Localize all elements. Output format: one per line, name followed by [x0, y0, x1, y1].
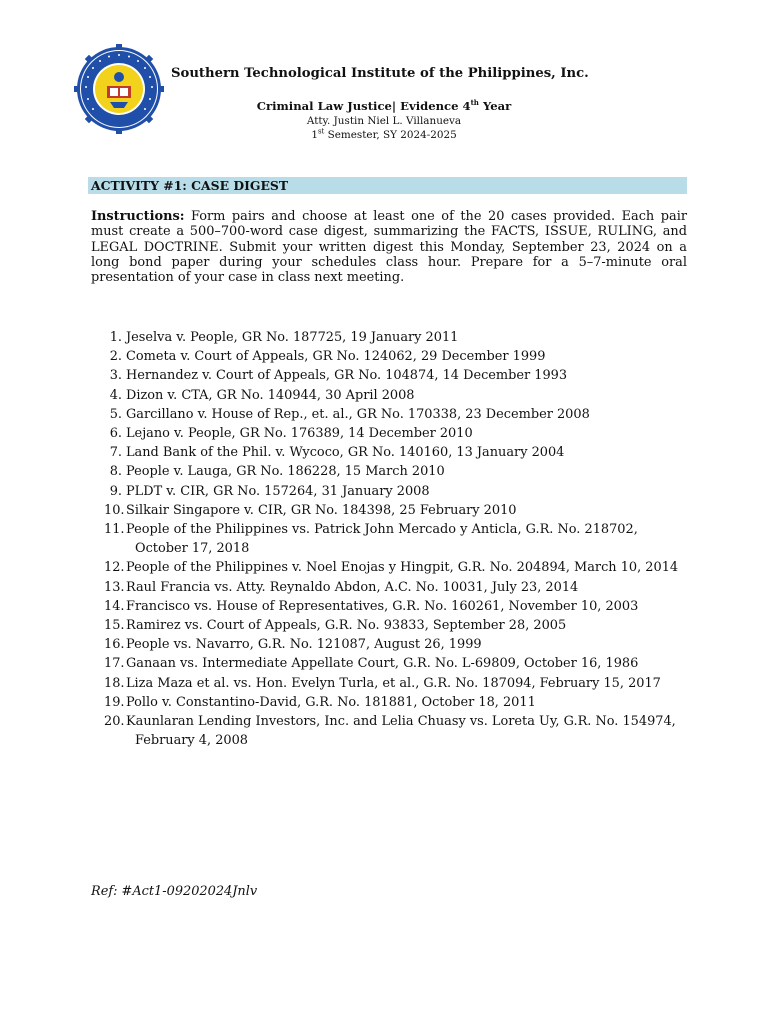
case-number: 20. [104, 714, 125, 730]
case-list-item [108, 366, 690, 385]
case-citation: Hernandez v. Court of Appeals, GR No. 104874, 14 December 1993 [126, 368, 568, 384]
case-list-item [108, 405, 690, 424]
case-citation: Jeselva v. People, GR No. 187725, 19 January 2011 [126, 330, 459, 345]
case-number: 1. [109, 330, 122, 345]
semester-number: 1 [311, 129, 318, 141]
case-number: 13. [104, 579, 125, 595]
case-citation: Land Bank of the Phil. v. Wycoco, GR No. 140160, 13 January 2004 [126, 445, 565, 461]
case-citation: Pollo v. Constantino-David, G.R. No. 181881, October 18, 2011 [126, 694, 536, 710]
activity-title: ACTIVITY #1: CASE DIGEST [91, 178, 289, 193]
case-number: 7. [109, 445, 122, 461]
institute-name: Southern Technological Institute of the Philippines, Inc. [171, 66, 589, 81]
course-title [0, 99, 768, 113]
case-list-item [104, 501, 690, 520]
case-number: 4. [109, 387, 122, 403]
case-number: 14. [104, 598, 125, 614]
instructor-name: Atty. Justin Niel L. Villanueva [306, 115, 462, 127]
case-number: 9. [109, 483, 122, 499]
case-list [104, 328, 690, 750]
course-title-text: Criminal Law Justice| Evidence 4 [256, 99, 471, 113]
case-number: 15. [104, 618, 125, 634]
case-list-item [108, 328, 690, 347]
semester-sup: st [317, 127, 325, 136]
case-list-item [104, 616, 690, 635]
case-citation: People of the Philippines v. Noel Enojas y Hingpit, G.R. No. 204894, March 10, 2014 [126, 560, 679, 576]
case-number: 17. [104, 656, 125, 672]
case-number: 12. [104, 560, 125, 576]
case-list-item [104, 635, 690, 654]
case-citation: Francisco vs. House of Representatives, G.R. No. 160261, November 10, 2003 [126, 598, 639, 614]
case-citation: Silkair Singapore v. CIR, GR No. 184398, 25 February 2010 [126, 502, 517, 518]
case-citation: Ramirez vs. Court of Appeals, G.R. No. 93833, September 28, 2005 [126, 618, 567, 634]
case-list-item [104, 654, 690, 673]
case-list-item [104, 693, 690, 712]
case-citation: People vs. Navarro, G.R. No. 121087, August 26, 1999 [126, 637, 482, 653]
case-list-item [108, 424, 690, 443]
course-title-suffix: Year [478, 99, 512, 113]
case-citation: Lejano v. People, GR No. 176389, 14 December 2010 [126, 426, 473, 442]
case-list-item [104, 578, 690, 597]
case-number: 8. [109, 464, 122, 480]
instructions-paragraph [91, 209, 687, 285]
case-list-item [108, 347, 690, 366]
case-list-item [104, 597, 690, 616]
semester-text: Semester, SY 2024-2025 [324, 129, 457, 141]
case-citation: People v. Lauga, GR No. 186228, 15 March 2010 [126, 464, 445, 480]
case-list-item [108, 482, 690, 501]
case-citation: Kaunlaran Lending Investors, Inc. and Lelia Chuasy vs. Loreta Uy, G.R. No. 154974, February 4, 2008 [126, 714, 676, 749]
case-list-item [108, 462, 690, 481]
case-citation: Liza Maza et al. vs. Hon. Evelyn Turla, et al., G.R. No. 187094, February 15, 2017 [126, 675, 661, 691]
case-number: 2. [109, 349, 122, 365]
case-number: 19. [104, 694, 125, 710]
case-list-item [104, 520, 690, 558]
case-number: 3. [109, 368, 122, 384]
case-number: 5. [109, 406, 122, 422]
case-list-item [104, 674, 690, 693]
case-list-item [108, 443, 690, 462]
case-citation: PLDT v. CIR, GR No. 157264, 31 January 2008 [126, 483, 430, 499]
case-citation: Ganaan vs. Intermediate Appellate Court, G.R. No. L-69809, October 16, 1986 [126, 656, 639, 672]
reference-code: Ref: #Act1-09202024Jnlv [91, 884, 258, 899]
case-citation: Garcillano v. House of Rep., et. al., GR No. 170338, 23 December 2008 [126, 406, 590, 422]
case-number: 10. [104, 502, 125, 518]
instructions-text: Form pairs and choose at least one of the 20 cases provided. Each pair must create a 500–700-word case digest, summarizing the FACTS, ISSUE, RULING, and LEGAL DOCTRINE. Submit your written digest this Monday, September 23, 2024 on a long bond paper during your schedules class hour. Prepare for a 5–7-minute oral presentation of your case in class next meeting. [91, 209, 687, 286]
case-list-item [108, 386, 690, 405]
instructions-label: Instructions: [91, 209, 185, 224]
case-citation: Dizon v. CTA, GR No. 140944, 30 April 2008 [126, 387, 415, 403]
course-title-sup: th [470, 98, 479, 108]
case-number: 18. [104, 675, 125, 691]
case-number: 11. [104, 522, 125, 538]
semester-line [0, 129, 768, 141]
case-number: 16. [104, 637, 125, 653]
case-list-item [104, 712, 690, 750]
case-citation: Raul Francia vs. Atty. Reynaldo Abdon, A.C. No. 10031, July 23, 2014 [126, 579, 579, 595]
case-citation: People of the Philippines vs. Patrick John Mercado y Anticla, G.R. No. 218702, October 17, 2018 [126, 522, 638, 557]
case-citation: Cometa v. Court of Appeals, GR No. 124062, 29 December 1999 [126, 349, 546, 365]
case-list-item [104, 558, 690, 577]
case-number: 6. [109, 426, 122, 442]
